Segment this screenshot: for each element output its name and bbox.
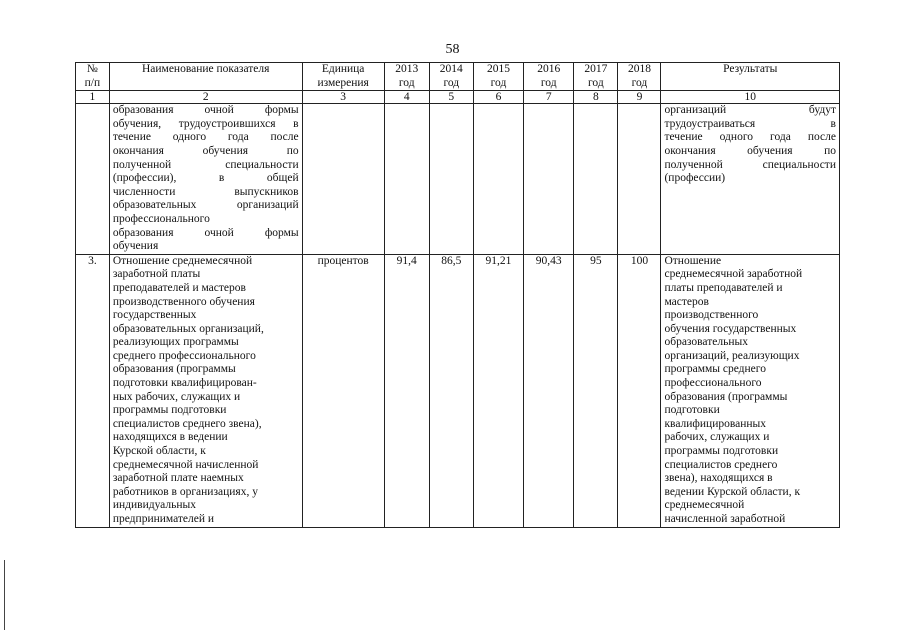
text-line: окончания обучения по: [664, 144, 836, 157]
text-line: звена), находящихся в: [664, 472, 773, 485]
column-number: 8: [574, 91, 618, 104]
text-line: рабочих, служащих и: [664, 431, 770, 444]
text-line: образования (программы: [664, 390, 788, 403]
text-line: среднемесячной: [664, 499, 745, 512]
year-label: 2015: [486, 63, 510, 75]
value-2016: 90,43: [524, 254, 574, 527]
text-line: заработной платы: [112, 268, 201, 281]
header-num: [76, 63, 110, 91]
table-row: [76, 254, 840, 527]
text-line: полученной специальности: [664, 158, 836, 171]
scan-edge-mark: [4, 560, 5, 630]
text-line: производственного: [664, 309, 759, 322]
text-line: организаций будут: [664, 104, 836, 117]
header-year-2015: [473, 63, 523, 91]
column-number: 2: [109, 91, 302, 104]
text-line: подготовки квалифицирован-: [112, 377, 257, 390]
value-2014: [429, 104, 473, 255]
value-2013: 91,4: [384, 254, 429, 527]
text-line: образовательных: [664, 336, 748, 349]
value-2018: [618, 104, 661, 255]
page-number: 58: [445, 42, 460, 57]
column-number: 6: [473, 91, 523, 104]
text-line: течение одного года после: [664, 131, 836, 144]
header-results: Результаты: [661, 63, 840, 91]
year-label: 2018: [627, 63, 651, 75]
text-line: реализующих программы: [112, 336, 239, 349]
column-number: 9: [618, 91, 661, 104]
text-line: специалистов среднего звена),: [112, 417, 262, 430]
header-unit: [302, 63, 384, 91]
text-line: работников в организациях, у: [112, 485, 258, 498]
text-line: профессионального: [112, 212, 210, 225]
text-line: образовательных организаций: [112, 199, 299, 212]
value-2017: [574, 104, 618, 255]
text-line: преподавателей и мастеров: [112, 281, 246, 294]
text-line: образовательных организаций,: [112, 322, 264, 335]
value-2013: [384, 104, 429, 255]
header-year-2017: [574, 63, 618, 91]
value-2016: [524, 104, 574, 255]
results-cell: [661, 104, 840, 255]
text-line: заработной плате наемных: [112, 472, 244, 485]
column-number: 4: [384, 91, 429, 104]
column-number: 3: [302, 91, 384, 104]
indicator-name: [109, 254, 302, 527]
text-line: (профессии): [664, 172, 726, 185]
text-line: обучения государственных: [664, 322, 797, 335]
text-line: находящихся в ведении: [112, 431, 228, 444]
text-line: численности выпускников: [112, 185, 299, 198]
year-sub: год: [398, 76, 415, 89]
value-2017: 95: [574, 254, 618, 527]
text-line: среднего профессионального: [112, 349, 256, 362]
text-line: предпринимателей и: [112, 513, 215, 525]
header-unit-text: Единица измерения: [317, 63, 369, 89]
year-sub: год: [631, 76, 648, 89]
year-label: 2013: [395, 63, 419, 75]
text-line: полученной специальности: [112, 158, 299, 171]
text-line: производственного обучения: [112, 295, 255, 308]
value-2018: 100: [618, 254, 661, 527]
text-line: индивидуальных: [112, 499, 196, 512]
row-num: 3.: [76, 254, 110, 527]
column-number: 7: [524, 91, 574, 104]
text-line: ведении Курской области, к: [664, 485, 801, 498]
text-line: среднемесячной начисленной: [112, 458, 259, 471]
header-num-text: № п/п: [84, 63, 101, 89]
text-line: образования очной формы: [112, 104, 299, 117]
indicators-table: [75, 62, 840, 528]
value-2015: [473, 104, 523, 255]
text-line: программы подготовки: [664, 445, 779, 458]
text-line: начисленной заработной: [664, 513, 786, 525]
column-number: 10: [661, 91, 840, 104]
results-cell: [661, 254, 840, 527]
text-line: ных рабочих, служащих и: [112, 390, 241, 403]
text-line: обучения: [112, 240, 159, 253]
unit-cell: [302, 104, 384, 255]
header-row: [76, 63, 840, 91]
column-numbers-row: [76, 91, 840, 104]
text-line: (профессии), в общей: [112, 172, 299, 185]
column-number: 1: [76, 91, 110, 104]
header-year-2016: [524, 63, 574, 91]
value-2014: 86,5: [429, 254, 473, 527]
text-line: профессионального: [664, 377, 762, 390]
table-row: [76, 104, 840, 255]
row-num: [76, 104, 110, 255]
text-line: программы подготовки: [112, 404, 227, 417]
text-line: среднемесячной заработной: [664, 268, 803, 281]
unit-cell: процентов: [302, 254, 384, 527]
text-line: Отношение: [664, 254, 722, 267]
text-line: образования очной формы: [112, 226, 299, 239]
text-line: окончания обучения по: [112, 144, 299, 157]
text-line: платы преподавателей и: [664, 281, 783, 294]
year-label: 2017: [584, 63, 608, 75]
header-year-2013: [384, 63, 429, 91]
text-line: образования (программы: [112, 363, 236, 376]
indicator-name: [109, 104, 302, 255]
text-line: программы среднего: [664, 363, 766, 376]
text-line: Отношение среднемесячной: [112, 254, 253, 267]
text-line: государственных: [112, 309, 197, 322]
text-line: подготовки: [664, 404, 720, 417]
text-line: обучения, трудоустроившихся в: [112, 117, 299, 130]
year-label: 2016: [537, 63, 561, 75]
header-year-2014: [429, 63, 473, 91]
text-line: трудоустраиваться в: [664, 117, 836, 130]
text-line: организаций, реализующих: [664, 349, 800, 362]
text-line: течение одного года после: [112, 131, 299, 144]
year-sub: год: [588, 76, 604, 89]
text-line: квалифицированных: [664, 417, 767, 430]
column-number: 5: [429, 91, 473, 104]
text-line: специалистов среднего: [664, 458, 778, 471]
year-sub: год: [443, 76, 460, 89]
text-line: Курской области, к: [112, 445, 206, 458]
value-2015: 91,21: [473, 254, 523, 527]
header-name: Наименование показателя: [109, 63, 302, 91]
year-label: 2014: [439, 63, 463, 75]
year-sub: год: [540, 76, 557, 89]
year-sub: год: [490, 76, 507, 89]
header-year-2018: [618, 63, 661, 91]
text-line: мастеров: [664, 295, 709, 308]
